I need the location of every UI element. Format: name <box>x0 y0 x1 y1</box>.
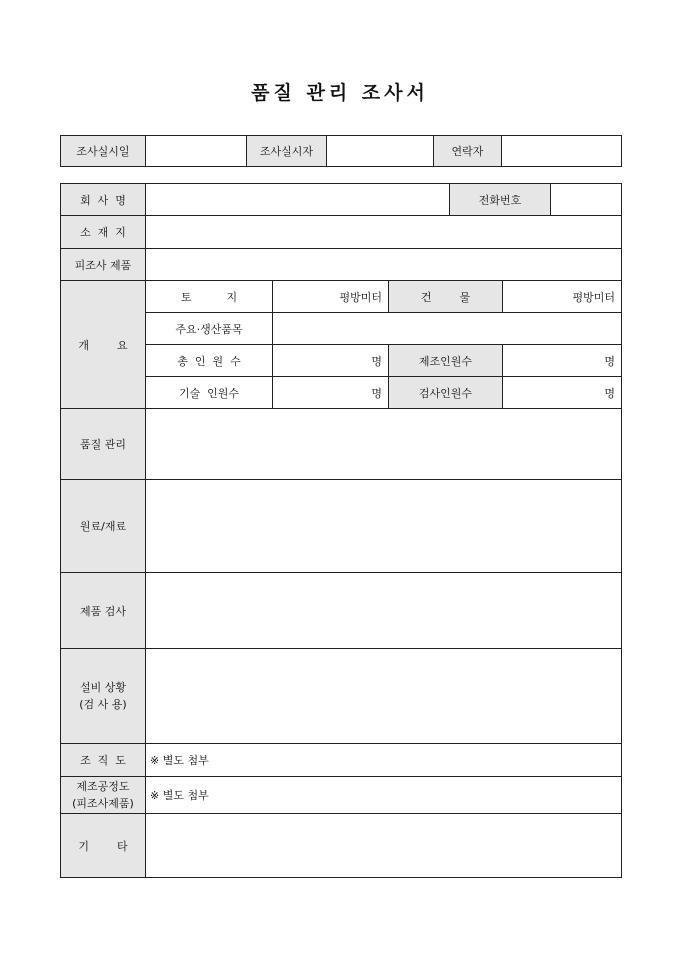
total-staff-label: 총 인 원 수 <box>146 345 273 377</box>
equipment-label <box>61 649 146 744</box>
company-name-row <box>61 184 622 216</box>
building-area-field[interactable]: 평방미터 <box>503 281 622 313</box>
equipment-label-line2: (검 사 용) <box>79 698 127 711</box>
mfg-staff-field[interactable]: 명 <box>503 345 622 377</box>
phone-label: 전화번호 <box>450 184 551 216</box>
survey-date-label: 조사실시일 <box>61 136 146 167</box>
product-row <box>61 249 622 281</box>
document-title: 품질 관리 조사서 <box>251 82 429 104</box>
process-label-line2: (피조사제품) <box>72 797 134 810</box>
tech-staff-field[interactable]: 명 <box>273 377 389 409</box>
company-survey-table <box>60 183 622 878</box>
overview-label: 개 요 <box>61 281 146 409</box>
address-field[interactable] <box>146 216 622 249</box>
overview-tech-row <box>61 377 622 409</box>
quality-field[interactable] <box>146 409 622 480</box>
inspector-label: 조사실시자 <box>247 136 327 167</box>
process-label <box>61 777 146 814</box>
product-field[interactable] <box>146 249 622 281</box>
land-area-field[interactable]: 평방미터 <box>273 281 389 313</box>
product-inspection-label: 제품 검사 <box>61 573 146 649</box>
company-name-label: 회 사 명 <box>61 184 146 216</box>
phone-field[interactable] <box>551 184 622 216</box>
land-label: 토 지 <box>146 281 273 313</box>
materials-field[interactable] <box>146 480 622 573</box>
building-label: 건 물 <box>389 281 503 313</box>
other-row <box>61 814 622 878</box>
main-products-field[interactable] <box>273 313 622 345</box>
tech-staff-label: 기술 인원수 <box>146 377 273 409</box>
company-name-field[interactable] <box>146 184 450 216</box>
process-label-line1: 제조공정도 <box>76 780 130 793</box>
equipment-row <box>61 649 622 744</box>
equipment-label-line1: 설비 상황 <box>79 681 126 694</box>
insp-staff-label: 검사인원수 <box>389 377 503 409</box>
quality-label: 품질 관리 <box>61 409 146 480</box>
address-row <box>61 216 622 249</box>
org-chart-row <box>61 744 622 777</box>
address-label: 소 재 지 <box>61 216 146 249</box>
contact-label: 연락자 <box>434 136 502 167</box>
equipment-field[interactable] <box>146 649 622 744</box>
materials-label: 원료/재료 <box>61 480 146 573</box>
overview-products-row <box>61 313 622 345</box>
other-label: 기 타 <box>61 814 146 878</box>
process-row <box>61 777 622 814</box>
overview-staff-row <box>61 345 622 377</box>
total-staff-field[interactable]: 명 <box>273 345 389 377</box>
insp-staff-field[interactable]: 명 <box>503 377 622 409</box>
inspector-field[interactable] <box>327 136 434 167</box>
overview-land-row <box>61 281 622 313</box>
product-inspection-row <box>61 573 622 649</box>
survey-info-table <box>60 135 622 167</box>
process-field[interactable]: ※ 별도 첨부 <box>146 777 622 814</box>
contact-field[interactable] <box>502 136 622 167</box>
org-chart-label: 조 직 도 <box>61 744 146 777</box>
quality-row <box>61 409 622 480</box>
materials-row <box>61 480 622 573</box>
mfg-staff-label: 제조인원수 <box>389 345 503 377</box>
survey-date-field[interactable] <box>146 136 247 167</box>
product-inspection-field[interactable] <box>146 573 622 649</box>
other-field[interactable] <box>146 814 622 878</box>
main-products-label: 주요·생산품목 <box>146 313 273 345</box>
survey-row <box>61 136 622 167</box>
product-label: 피조사 제품 <box>61 249 146 281</box>
org-chart-field[interactable]: ※ 별도 첨부 <box>146 744 622 777</box>
